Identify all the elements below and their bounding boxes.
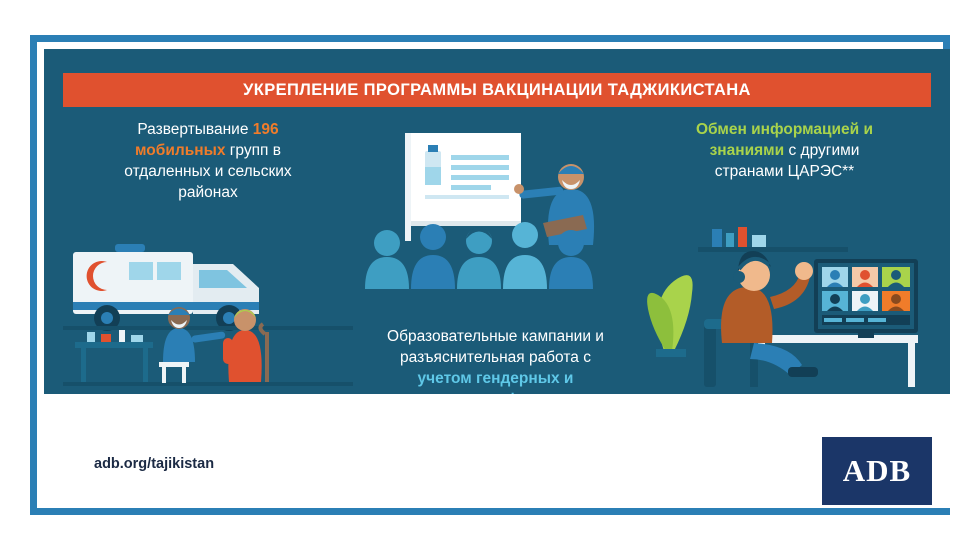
footer-bar bbox=[44, 394, 950, 508]
panel-mobile-teams bbox=[63, 119, 353, 394]
footer-url[interactable]: adb.org/tajikistan bbox=[94, 456, 215, 472]
caption-text-line: разъяснительная работа с bbox=[400, 349, 591, 366]
caption-text-line: районах bbox=[178, 184, 238, 201]
shelf-icon bbox=[698, 227, 848, 252]
caption-text-line: Обмен информацией и bbox=[695, 121, 874, 138]
caption-information-exchange bbox=[638, 119, 931, 182]
caption-text-line: знаниями с другими bbox=[709, 142, 860, 159]
page-title: УКРЕПЛЕНИЕ ПРОГРАММЫ ВАКЦИНАЦИИ ТАДЖИКИСТАНА bbox=[243, 80, 751, 99]
presentation-board-icon bbox=[405, 133, 521, 241]
caption-text-line: странами ЦАРЭС** bbox=[714, 163, 855, 180]
table-icon bbox=[75, 330, 153, 382]
outer-frame bbox=[30, 35, 950, 515]
person-at-computer-figure bbox=[704, 251, 818, 387]
ambulance-icon bbox=[63, 244, 353, 331]
panel-education-campaigns bbox=[353, 119, 638, 394]
caption-text-line: Развертывание 196 bbox=[137, 121, 279, 138]
illustration-classroom-presentation bbox=[353, 119, 638, 319]
caption-text-line: учетом гендерных и bbox=[417, 370, 574, 387]
adb-logo bbox=[822, 437, 932, 505]
caption-text-line: Образовательные кампании и bbox=[387, 328, 604, 345]
panel-information-exchange bbox=[638, 119, 931, 394]
video-call-monitor-icon bbox=[814, 259, 918, 338]
content-area bbox=[44, 49, 950, 394]
caption-text-line: мобильных групп в bbox=[135, 142, 281, 159]
caption-text-line: отдаленных и сельских bbox=[124, 163, 292, 180]
illustration-video-conference bbox=[638, 201, 931, 394]
title-bar bbox=[63, 73, 931, 107]
plant-icon bbox=[647, 275, 693, 357]
caption-mobile-teams bbox=[63, 119, 353, 203]
illustration-ambulance-vaccination bbox=[63, 214, 353, 394]
health-worker-figure bbox=[159, 307, 226, 383]
adb-logo-text: ADB bbox=[842, 453, 912, 488]
